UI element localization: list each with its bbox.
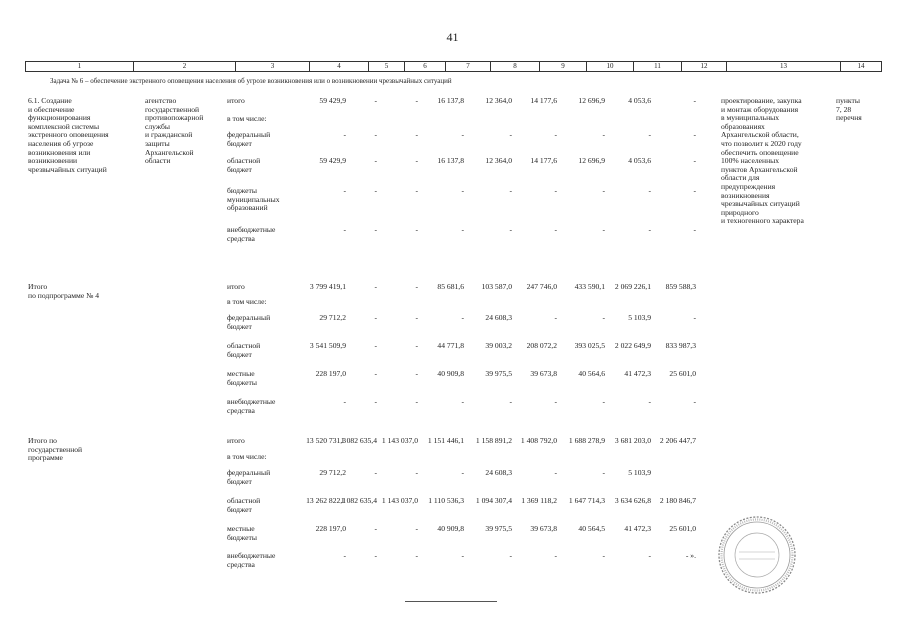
- funding-source-label: местные: [227, 369, 255, 378]
- table-cell-value: -: [415, 156, 418, 165]
- table-cell-value: 14 177,6: [530, 96, 557, 105]
- funding-source-label: в том числе:: [227, 452, 267, 461]
- table-cell-value: 1 094 307,4: [475, 496, 512, 505]
- table-cell-value: 39 673,8: [530, 524, 557, 533]
- table-cell-value: -: [648, 186, 651, 195]
- table-cell-value: -: [374, 468, 377, 477]
- column-header-cell: 3: [236, 62, 310, 71]
- table-cell-value: 1 688 278,9: [568, 436, 605, 445]
- result-description-line: что позволит к 2020 году: [721, 139, 802, 148]
- table-cell-value: -: [509, 551, 512, 560]
- table-cell-value: 16 137,8: [437, 156, 464, 165]
- table-cell-value: 228 197,0: [315, 369, 346, 378]
- table-cell-value: -: [602, 551, 605, 560]
- column-header-cell: 9: [540, 62, 587, 71]
- table-cell-value: -: [343, 397, 346, 406]
- table-cell-value: 12 696,9: [578, 96, 605, 105]
- funding-source-label: в том числе:: [227, 297, 267, 306]
- table-cell-value: 1 082 635,4: [340, 496, 377, 505]
- table-cell-value: -: [343, 225, 346, 234]
- table-cell-value: 5 103,9: [628, 313, 651, 322]
- funding-source-label: итого: [227, 96, 245, 105]
- column-header-cell: 13: [727, 62, 841, 71]
- executor-line: государственной: [145, 104, 200, 114]
- table-cell-value: 12 364,0: [485, 96, 512, 105]
- funding-source-label: средства: [227, 559, 255, 569]
- funding-source-label: бюджеты: [227, 186, 257, 195]
- table-cell-value: 2 206 447,7: [659, 436, 696, 445]
- table-cell-value: -: [693, 186, 696, 195]
- table-cell-value: -: [374, 282, 377, 291]
- table-cell-value: 5 103,9: [628, 468, 651, 477]
- table-cell-value: -: [415, 397, 418, 406]
- table-cell-value: -: [693, 96, 696, 105]
- table-cell-value: -: [461, 130, 464, 139]
- table-cell-value: -: [509, 225, 512, 234]
- section-label-line: функционирования: [28, 113, 91, 123]
- table-cell-value: -: [461, 551, 464, 560]
- table-cell-value: 41 472,3: [624, 369, 651, 378]
- section-label-line: чрезвычайных ситуаций: [28, 164, 107, 174]
- section-label-line: программе: [28, 453, 63, 463]
- funding-source-label: федеральный: [227, 468, 271, 477]
- table-cell-value: -: [374, 156, 377, 165]
- section-label-line: комплексной системы: [28, 121, 100, 131]
- table-cell-value: 1 082 635,4: [340, 436, 377, 445]
- table-cell-value: 3 799 419,1: [309, 282, 346, 291]
- table-cell-value: 39 003,2: [485, 341, 512, 350]
- footer-divider: [405, 601, 497, 602]
- table-cell-value: -: [374, 130, 377, 139]
- table-cell-value: 13 520 731,3: [306, 436, 346, 445]
- reference-line: пункты: [836, 96, 860, 105]
- table-cell-value: -: [648, 130, 651, 139]
- table-cell-value: 1 151 446,1: [427, 436, 464, 445]
- table-cell-value: -: [509, 186, 512, 195]
- column-header-cell: 14: [857, 62, 865, 70]
- table-cell-value: 24 608,3: [485, 468, 512, 477]
- table-cell-value: -: [602, 225, 605, 234]
- funding-source-label: местные: [227, 524, 255, 533]
- table-cell-value: 1 647 714,3: [568, 496, 605, 505]
- table-cell-value: -: [415, 551, 418, 560]
- table-cell-value: 3 681 203,0: [614, 436, 651, 445]
- funding-source-label: бюджет: [227, 138, 252, 148]
- table-cell-value: -: [602, 397, 605, 406]
- funding-source-label: муниципальных: [227, 194, 280, 204]
- column-number-header: [25, 61, 882, 72]
- table-cell-value: - ».: [685, 551, 696, 560]
- table-cell-value: 25 601,0: [669, 524, 696, 533]
- table-cell-value: 59 429,9: [319, 156, 346, 165]
- table-cell-value: -: [374, 225, 377, 234]
- result-description-line: проектирование, закупка: [721, 96, 802, 105]
- table-cell-value: -: [461, 397, 464, 406]
- section-label-line: 6.1. Создание: [28, 96, 72, 105]
- section-label-line: государственной: [28, 444, 83, 454]
- table-cell-value: 13 262 822,1: [306, 496, 346, 505]
- table-cell-value: 59 429,9: [319, 96, 346, 105]
- executor-line: защиты: [145, 139, 170, 148]
- table-cell-value: 2 069 226,1: [614, 282, 651, 291]
- table-cell-value: -: [509, 130, 512, 139]
- section-label-line: возникновения или: [28, 147, 91, 157]
- table-cell-value: 833 987,3: [665, 341, 696, 350]
- funding-source-label: внебюджетные: [227, 551, 276, 560]
- table-cell-value: 247 746,0: [526, 282, 557, 291]
- table-cell-value: 3 634 626,8: [614, 496, 651, 505]
- column-header-cell: 2: [134, 62, 236, 71]
- result-description-line: предупреждения: [721, 182, 776, 191]
- section-label-line: по подпрограмме № 4: [28, 290, 100, 300]
- table-cell-value: 103 587,0: [481, 282, 512, 291]
- result-description-line: образованиях: [721, 121, 765, 131]
- funding-source-label: бюджет: [227, 321, 252, 331]
- table-cell-value: 1 369 118,2: [521, 496, 557, 505]
- table-cell-value: 39 975,5: [485, 524, 512, 533]
- table-cell-value: -: [415, 341, 418, 350]
- funding-source-label: итого: [227, 282, 245, 291]
- table-cell-value: 44 771,8: [437, 341, 464, 350]
- table-cell-value: -: [554, 186, 557, 195]
- funding-source-label: областной: [227, 156, 261, 165]
- table-cell-value: -: [374, 524, 377, 533]
- table-cell-value: -: [415, 524, 418, 533]
- table-cell-value: 29 712,2: [319, 468, 346, 477]
- table-cell-value: -: [415, 225, 418, 234]
- funding-source-label: областной: [227, 496, 261, 505]
- column-header-cell: 6: [405, 62, 446, 71]
- funding-source-label: средства: [227, 233, 255, 243]
- table-cell-value: 1 143 037,0: [381, 436, 418, 445]
- table-cell-value: -: [554, 397, 557, 406]
- result-description-line: обеспечить оповещение: [721, 147, 799, 157]
- table-cell-value: 2 180 846,7: [659, 496, 696, 505]
- result-description-line: 100% населенных: [721, 156, 780, 166]
- column-header-cell: 8: [491, 62, 540, 71]
- table-cell-value: 2 022 649,9: [614, 341, 651, 350]
- column-header-cell: 1: [26, 62, 134, 71]
- executor-line: и гражданской: [145, 130, 193, 140]
- table-cell-value: -: [415, 468, 418, 477]
- table-cell-value: -: [693, 130, 696, 139]
- table-cell-value: -: [374, 369, 377, 378]
- executor-line: агентство: [145, 96, 177, 105]
- funding-source-label: итого: [227, 436, 245, 445]
- table-cell-value: 4 053,6: [628, 96, 651, 105]
- task-heading: Задача № 6 – обеспечение экстренного оповещения населения об угрозе возникновения или о возникновении чрезвычайных ситуаций: [50, 77, 452, 85]
- result-description-line: области для: [721, 173, 760, 183]
- table-cell-value: -: [554, 468, 557, 477]
- section-label-line: Итого по: [28, 436, 57, 445]
- table-cell-value: 14 177,6: [530, 156, 557, 165]
- table-cell-value: 393 025,5: [574, 341, 605, 350]
- section-label-line: Итого: [28, 282, 48, 291]
- table-cell-value: -: [461, 468, 464, 477]
- funding-source-label: федеральный: [227, 313, 271, 322]
- table-cell-value: 1 110 536,3: [428, 496, 464, 505]
- reference-line: 7, 28: [836, 104, 852, 114]
- table-cell-value: -: [415, 130, 418, 139]
- result-description-line: и техногенного характера: [721, 216, 804, 226]
- table-cell-value: -: [374, 341, 377, 350]
- table-cell-value: -: [693, 225, 696, 234]
- table-cell-value: -: [648, 397, 651, 406]
- section-label-line: и обеспечение: [28, 104, 75, 114]
- funding-source-label: внебюджетные: [227, 397, 276, 406]
- table-cell-value: 12 364,0: [485, 156, 512, 165]
- funding-source-label: внебюджетные: [227, 225, 276, 234]
- seal-stamp: [716, 514, 798, 596]
- table-cell-value: -: [693, 156, 696, 165]
- table-cell-value: 39 673,8: [530, 369, 557, 378]
- table-cell-value: -: [415, 313, 418, 322]
- table-cell-value: 3 541 509,9: [309, 341, 346, 350]
- result-description-line: природного: [721, 207, 759, 217]
- funding-source-label: федеральный: [227, 130, 271, 139]
- executor-line: противопожарной: [145, 113, 204, 123]
- table-cell-value: -: [554, 225, 557, 234]
- table-cell-value: 40 909,8: [437, 369, 464, 378]
- funding-source-label: бюджет: [227, 504, 252, 514]
- column-header-cell: 4: [310, 62, 369, 71]
- table-cell-value: 29 712,2: [319, 313, 346, 322]
- table-cell-value: -: [602, 130, 605, 139]
- funding-source-label: образований: [227, 203, 268, 213]
- table-cell-value: 12 696,9: [578, 156, 605, 165]
- executor-line: службы: [145, 121, 170, 131]
- column-header-cell: 11: [634, 62, 682, 71]
- column-header-cell: 12: [682, 62, 727, 71]
- result-description-line: пунктов Архангельской: [721, 164, 798, 174]
- table-cell-value: 85 681,6: [437, 282, 464, 291]
- table-cell-value: -: [648, 225, 651, 234]
- column-header-cell: 10: [587, 62, 634, 71]
- table-cell-value: 40 564,5: [578, 524, 605, 533]
- section-label-line: возникновении: [28, 156, 78, 166]
- table-cell-value: 25 601,0: [669, 369, 696, 378]
- table-cell-value: -: [343, 186, 346, 195]
- table-cell-value: -: [374, 397, 377, 406]
- table-cell-value: -: [374, 96, 377, 105]
- column-header-cell: 5: [369, 62, 405, 71]
- table-cell-value: 208 072,2: [526, 341, 557, 350]
- reference-line: перечня: [836, 113, 862, 123]
- funding-source-label: бюджеты: [227, 377, 257, 387]
- column-header-cell: 7: [446, 62, 491, 71]
- result-description-line: Архангельской области,: [721, 130, 799, 140]
- executor-line: области: [145, 156, 171, 166]
- table-cell-value: 16 137,8: [437, 96, 464, 105]
- table-cell-value: -: [648, 551, 651, 560]
- table-cell-value: 24 608,3: [485, 313, 512, 322]
- result-description-line: возникновения: [721, 190, 770, 200]
- funding-source-label: в том числе:: [227, 114, 267, 123]
- table-cell-value: -: [415, 282, 418, 291]
- section-label-line: экстренного оповещения: [28, 130, 109, 140]
- table-cell-value: -: [509, 397, 512, 406]
- table-cell-value: 433 590,1: [574, 282, 605, 291]
- funding-source-label: бюджеты: [227, 532, 257, 542]
- table-cell-value: -: [693, 313, 696, 322]
- table-cell-value: -: [554, 551, 557, 560]
- page-number: 41: [446, 30, 459, 44]
- table-cell-value: 1 408 792,0: [520, 436, 557, 445]
- table-cell-value: 859 588,3: [665, 282, 696, 291]
- funding-source-label: бюджет: [227, 476, 252, 486]
- result-description-line: и монтаж оборудования: [721, 104, 799, 114]
- table-cell-value: 40 909,8: [437, 524, 464, 533]
- table-cell-value: -: [554, 313, 557, 322]
- funding-source-label: областной: [227, 341, 261, 350]
- table-cell-value: 1 143 037,0: [381, 496, 418, 505]
- table-cell-value: -: [415, 186, 418, 195]
- table-cell-value: -: [602, 468, 605, 477]
- table-cell-value: 228 197,0: [315, 524, 346, 533]
- table-cell-value: 4 053,6: [628, 156, 651, 165]
- table-cell-value: -: [343, 551, 346, 560]
- section-label-line: населения об угрозе: [28, 139, 94, 148]
- table-cell-value: -: [374, 313, 377, 322]
- table-cell-value: -: [415, 96, 418, 105]
- table-cell-value: 39 975,5: [485, 369, 512, 378]
- table-cell-value: -: [602, 186, 605, 195]
- table-cell-value: -: [602, 313, 605, 322]
- table-cell-value: 1 158 891,2: [475, 436, 512, 445]
- result-description-line: в муниципальных: [721, 113, 780, 123]
- result-description-line: чрезвычайных ситуаций: [721, 199, 800, 209]
- table-cell-value: -: [415, 369, 418, 378]
- funding-source-label: бюджет: [227, 164, 252, 174]
- table-cell-value: -: [461, 313, 464, 322]
- table-cell-value: -: [343, 130, 346, 139]
- table-cell-value: -: [554, 130, 557, 139]
- executor-line: Архангельской: [145, 147, 194, 157]
- funding-source-label: средства: [227, 405, 255, 415]
- table-cell-value: -: [693, 397, 696, 406]
- table-cell-value: -: [461, 225, 464, 234]
- table-cell-value: -: [374, 551, 377, 560]
- table-cell-value: 40 564,6: [578, 369, 605, 378]
- funding-source-label: бюджет: [227, 349, 252, 359]
- table-cell-value: -: [374, 186, 377, 195]
- table-cell-value: -: [461, 186, 464, 195]
- table-cell-value: 41 472,3: [624, 524, 651, 533]
